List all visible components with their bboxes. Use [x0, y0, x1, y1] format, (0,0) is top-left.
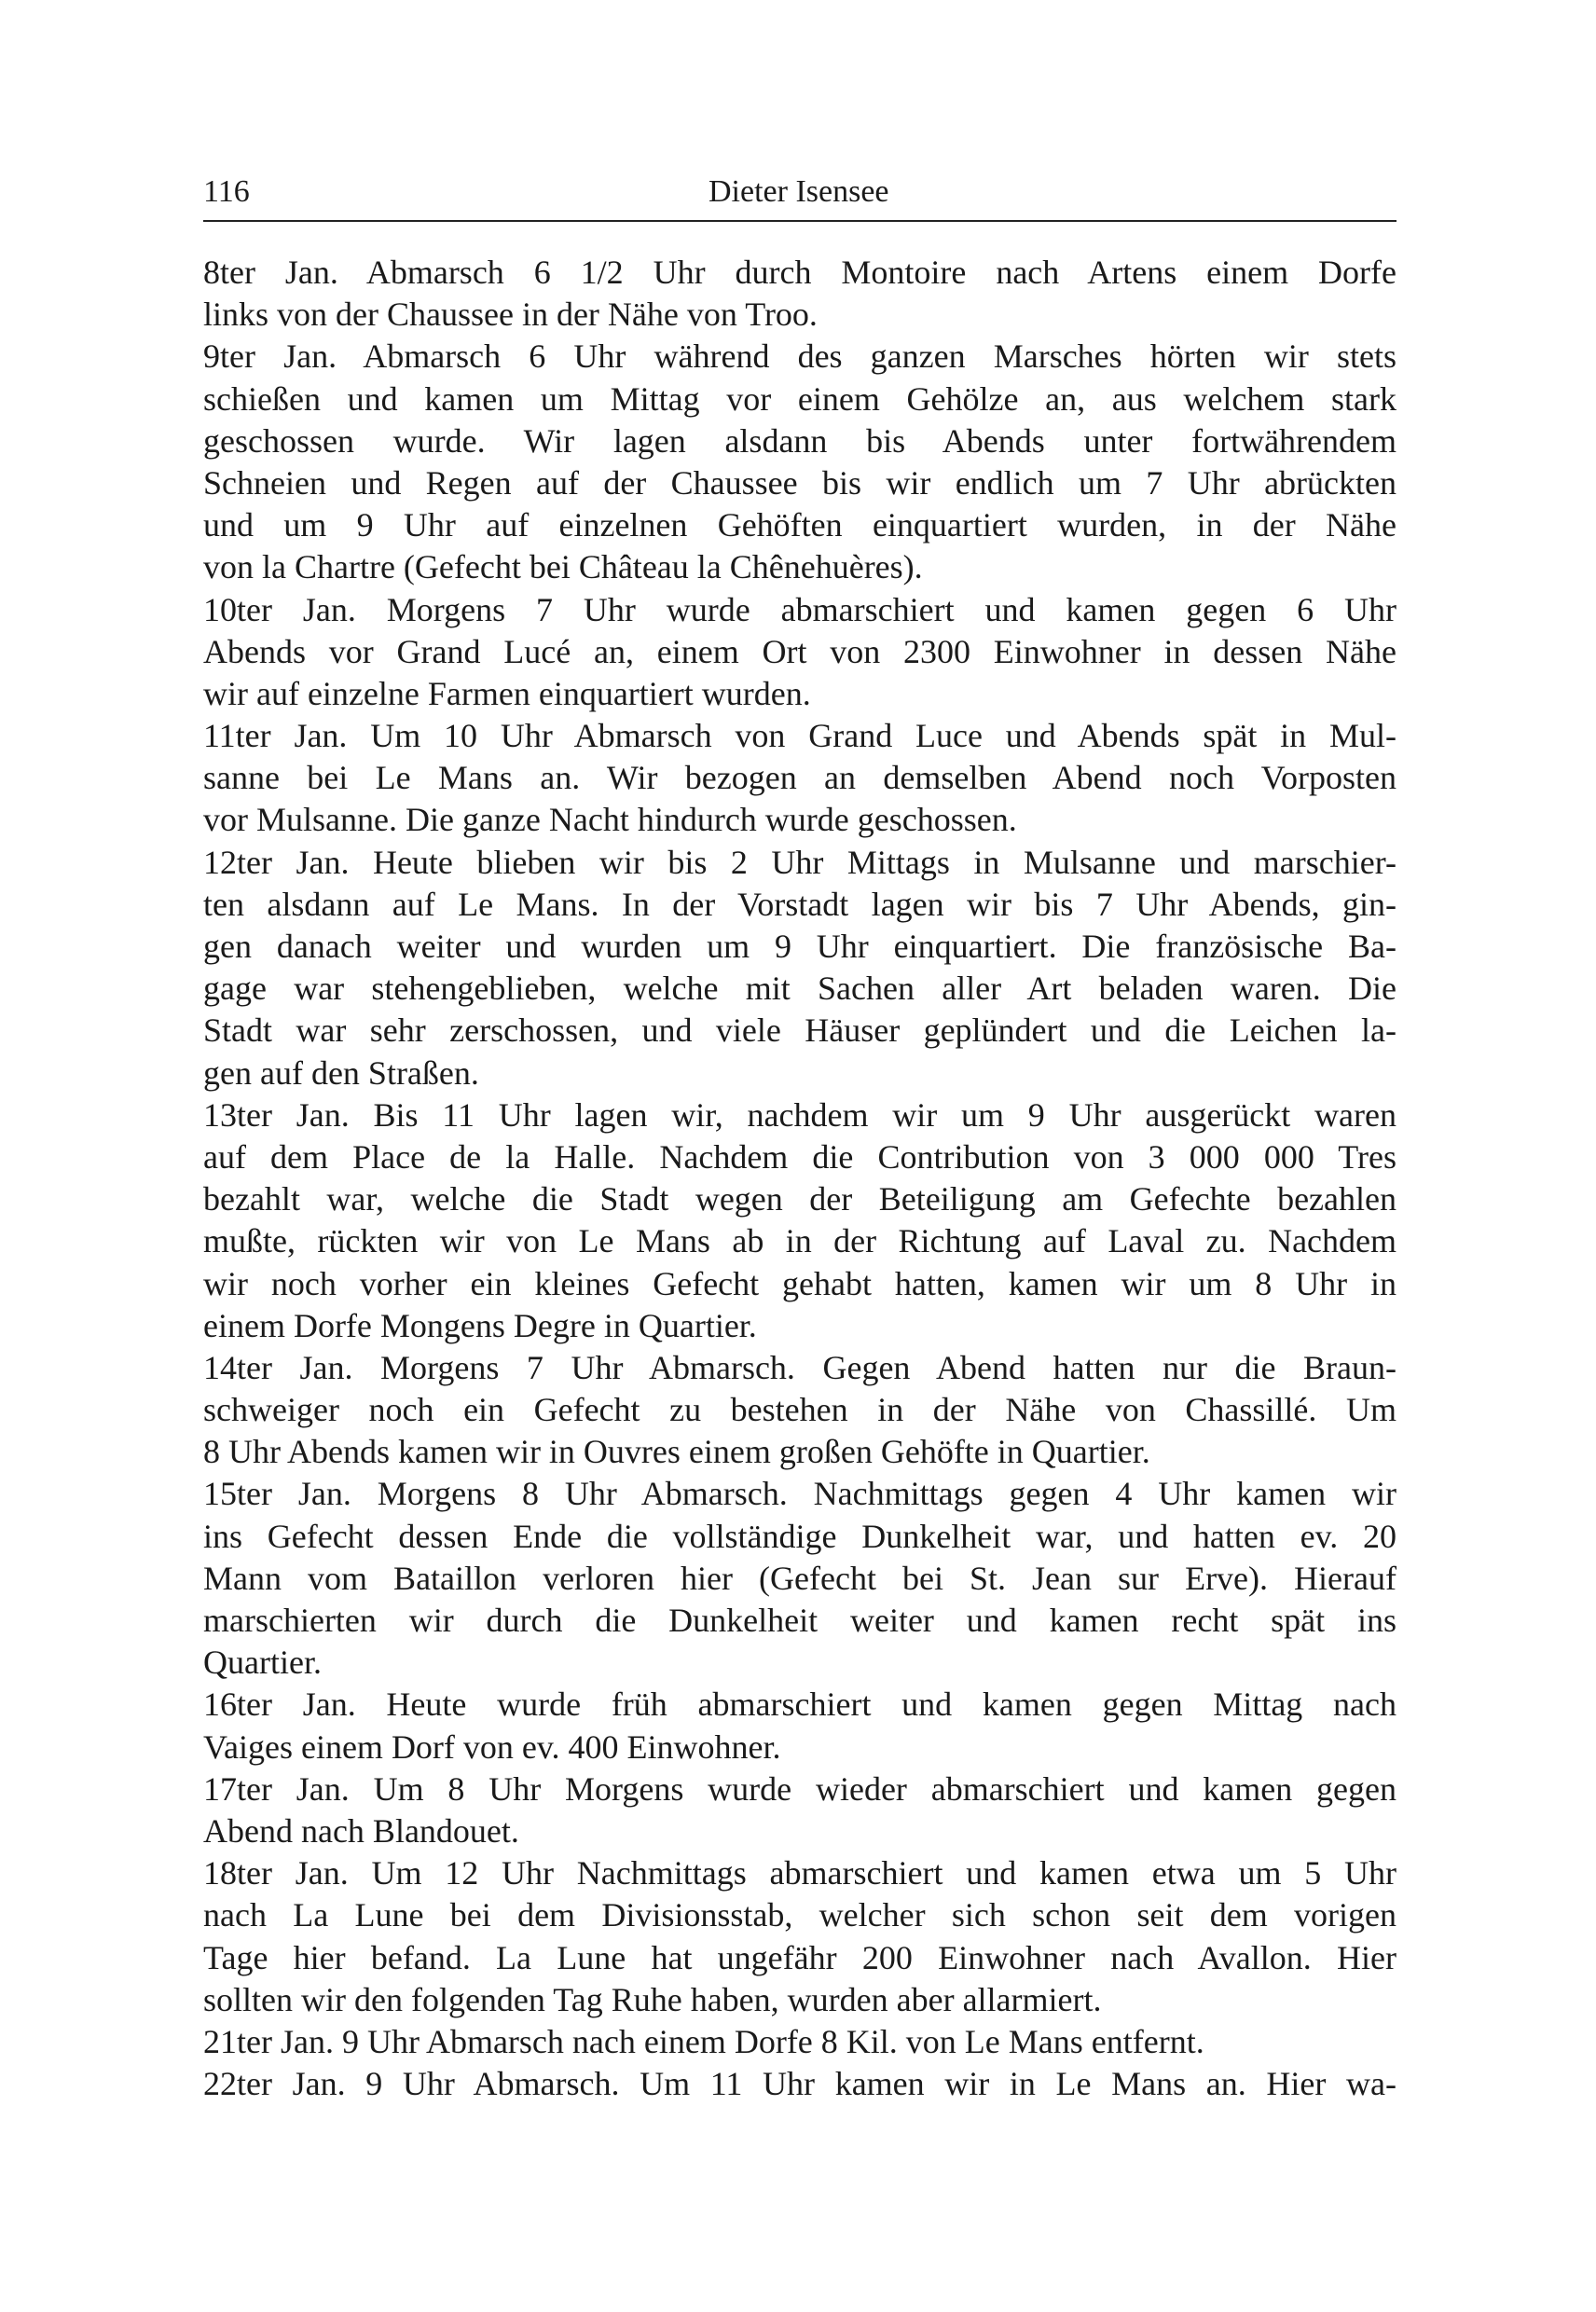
diary-entry: [203, 2063, 1396, 2105]
text-line: ten alsdann auf Le Mans. In der Vorstadt lagen wir bis 7 Uhr Abends, gin-: [203, 885, 1396, 923]
diary-entry: [203, 1473, 1396, 1684]
text-line: Mann vom Bataillon verloren hier (Gefecht bei St. Jean sur Erve). Hierauf: [203, 1559, 1396, 1597]
text-line: 14ter Jan. Morgens 7 Uhr Abmarsch. Gegen Abend hatten nur die Braun-: [203, 1348, 1396, 1386]
text-line: wir auf einzelne Farmen einquartiert wurden.: [203, 674, 811, 712]
diary-entry: [203, 336, 1396, 588]
text-line: sollten wir den folgenden Tag Ruhe haben, wurden aber allarmiert.: [203, 1980, 1102, 2018]
text-line: mußte, rückten wir von Le Mans ab in der Richtung auf Laval zu. Nachdem: [203, 1222, 1396, 1260]
text-line: 8ter Jan. Abmarsch 6 1/2 Uhr durch Montoire nach Artens einem Dorfe: [203, 254, 1396, 291]
text-line: 17ter Jan. Um 8 Uhr Morgens wurde wieder abmarschiert und kamen gegen: [203, 1769, 1396, 1808]
text-line: 18ter Jan. Um 12 Uhr Nachmittags abmarschiert und kamen etwa um 5 Uhr: [203, 1854, 1396, 1892]
text-line: schießen und kamen um Mittag vor einem Gehölze an, aus welchem stark: [203, 379, 1396, 418]
body-text: [203, 252, 1396, 2105]
text-line: marschierten wir durch die Dunkelheit weiter und kamen recht spät ins: [203, 1602, 1396, 1639]
diary-entry: [203, 715, 1396, 842]
diary-entry: [203, 1347, 1396, 1474]
text-line: Stadt war sehr zerschossen, und viele Häuser geplündert und die Leichen la-: [203, 1012, 1396, 1050]
text-line: Quartier.: [203, 1644, 322, 1682]
running-head: Dieter Isensee: [709, 174, 889, 209]
diary-entry: [203, 589, 1396, 716]
text-line: wir noch vorher ein kleines Gefecht gehabt hatten, kamen wir um 8 Uhr in: [203, 1264, 1396, 1302]
text-line: ins Gefecht dessen Ende die vollständige Dunkelheit war, und hatten ev. 20: [203, 1517, 1396, 1555]
diary-entry: [203, 1852, 1396, 2021]
text-line: sanne bei Le Mans an. Wir bezogen an demselben Abend noch Vorposten: [203, 759, 1396, 797]
text-line: 13ter Jan. Bis 11 Uhr lagen wir, nachdem wir um 9 Uhr ausgerückt waren: [203, 1095, 1396, 1134]
text-line: Abends vor Grand Lucé an, einem Ort von 2300 Einwohner in dessen Nähe: [203, 632, 1396, 670]
text-line: 11ter Jan. Um 10 Uhr Abmarsch von Grand Luce und Abends spät in Mul-: [203, 717, 1396, 755]
diary-entry: [203, 1684, 1396, 1768]
text-line: 12ter Jan. Heute blieben wir bis 2 Uhr Mittags in Mulsanne und marschier-: [203, 843, 1396, 881]
diary-entry: [203, 1768, 1396, 1852]
text-line: 8 Uhr Abends kamen wir in Ouvres einem großen Gehöfte in Quartier.: [203, 1433, 1150, 1471]
text-line: auf dem Place de la Halle. Nachdem die Contribution von 3 000 000 Tres: [203, 1137, 1396, 1176]
text-line: 15ter Jan. Morgens 8 Uhr Abmarsch. Nachmittags gegen 4 Uhr kamen wir: [203, 1475, 1396, 1513]
text-line: 10ter Jan. Morgens 7 Uhr wurde abmarschiert und kamen gegen 6 Uhr: [203, 590, 1396, 628]
diary-entry: [203, 1094, 1396, 1347]
text-line: links von der Chaussee in der Nähe von Troo.: [203, 296, 818, 334]
text-line: 9ter Jan. Abmarsch 6 Uhr während des ganzen Marsches hörten wir stets: [203, 337, 1396, 376]
text-line: und um 9 Uhr auf einzelnen Gehöften einquartiert wurden, in der Nähe: [203, 506, 1396, 544]
text-line: 22ter Jan. 9 Uhr Abmarsch. Um 11 Uhr kamen wir in Le Mans an. Hier wa-: [203, 2065, 1396, 2103]
text-line: einem Dorfe Mongens Degre in Quartier.: [203, 1306, 757, 1344]
text-line: vor Mulsanne. Die ganze Nacht hindurch wurde geschossen.: [203, 801, 1017, 839]
text-line: gen auf den Straßen.: [203, 1053, 479, 1092]
page-number: 116: [203, 174, 250, 209]
header-rule: [203, 220, 1396, 222]
text-line: Vaiges einem Dorf von ev. 400 Einwohner.: [203, 1727, 781, 1766]
diary-entry: [203, 252, 1396, 336]
diary-entry: [203, 842, 1396, 1094]
text-line: Tage hier befand. La Lune hat ungefähr 200 Einwohner nach Avallon. Hier: [203, 1938, 1396, 1976]
text-line: schweiger noch ein Gefecht zu bestehen in der Nähe von Chassillé. Um: [203, 1391, 1396, 1429]
text-line: Abend nach Blandouet.: [203, 1811, 519, 1850]
text-line: 21ter Jan. 9 Uhr Abmarsch nach einem Dorfe 8 Kil. von Le Mans entfernt.: [203, 2022, 1204, 2060]
text-line: bezahlt war, welche die Stadt wegen der Beteiligung am Gefechte bezahlen: [203, 1180, 1396, 1218]
text-line: gage war stehengeblieben, welche mit Sachen aller Art beladen waren. Die: [203, 970, 1396, 1008]
text-line: 16ter Jan. Heute wurde früh abmarschiert und kamen gegen Mittag nach: [203, 1686, 1396, 1724]
text-line: von la Chartre (Gefecht bei Château la Chênehuères).: [203, 548, 923, 586]
text-line: Schneien und Regen auf der Chaussee bis wir endlich um 7 Uhr abrückten: [203, 463, 1396, 502]
text-line: nach La Lune bei dem Divisionsstab, welcher sich schon seit dem vorigen: [203, 1896, 1396, 1934]
text-line: gen danach weiter und wurden um 9 Uhr einquartiert. Die französische Ba-: [203, 928, 1396, 965]
text-line: geschossen wurde. Wir lagen alsdann bis Abends unter fortwährendem: [203, 421, 1396, 460]
diary-entry: [203, 2021, 1396, 2063]
